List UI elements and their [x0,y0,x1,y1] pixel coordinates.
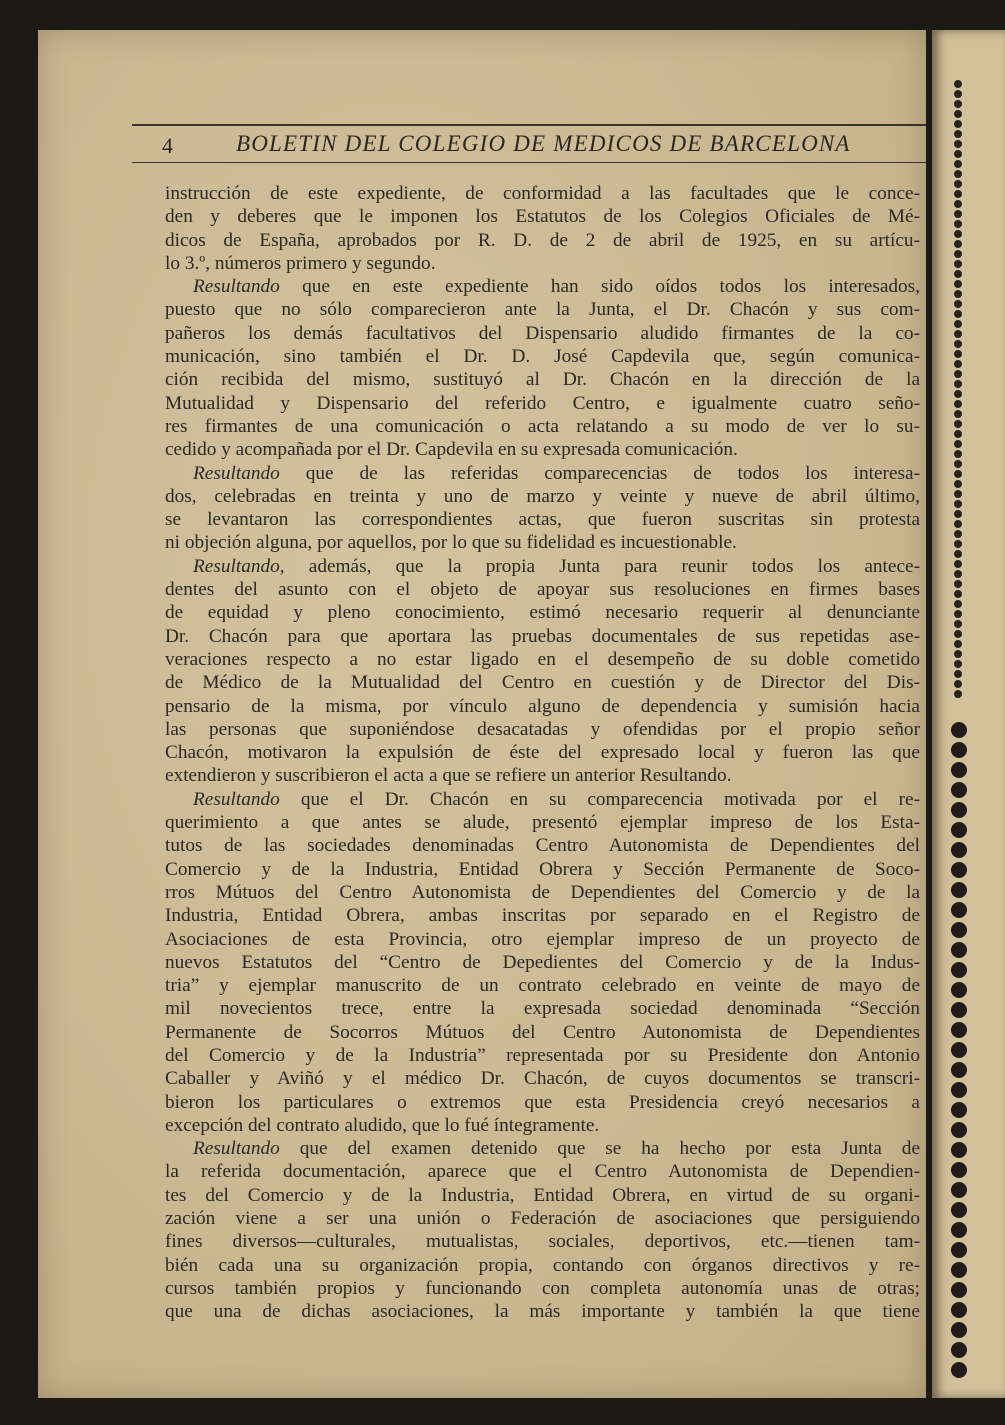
ornament-dot [954,390,962,398]
ornament-dot [954,340,962,348]
line-text: Permanente de Socorros Mútuos del Centro Autonomista de Dependientes [165,1021,920,1043]
line-text: tutos de las sociedades denominadas Centro Autonomista de Dependientes del [165,835,920,857]
text-line [165,368,920,391]
text-line [165,881,920,904]
adjacent-page-edge [932,30,1005,1398]
text-line [165,508,920,531]
ornament-dot [954,480,962,488]
text-line [165,951,920,974]
text-line [165,555,920,578]
ornament-dot [954,640,962,648]
line-text: la referida documentación, aparece que el Centro Autonomista de Dependien- [165,1161,920,1183]
ornament-dot [951,822,967,838]
text-line [165,298,920,321]
text-line [165,1230,920,1253]
ornament-dot [954,540,962,548]
text-line [165,858,920,881]
ornament-dot [954,350,962,358]
ornament-dot [951,882,967,898]
ornament-dot [951,922,967,938]
resultando-keyword: Resultando [193,462,280,484]
ornament-dots-large [951,722,967,1378]
ornament-dots-small [954,80,962,698]
line-text: ni objeción alguna, por aquellos, por lo que su fidelidad es incuestionable. [165,532,737,554]
ornament-dot [954,330,962,338]
ornament-dot [951,1202,967,1218]
ornament-dot [951,1102,967,1118]
text-line [165,1160,920,1183]
line-text: dos, celebradas en treinta y uno de marzo y veinte y nueve de abril último, [165,485,920,507]
ornament-dot [954,520,962,528]
ornament-dot [954,200,962,208]
ornament-dot [951,942,967,958]
line-text: , además, que la propia Junta para reunir todos los antece- [279,555,920,577]
ornament-dot [951,1362,967,1378]
line-text: municación, sino también el Dr. D. José Capdevila que, según comunica- [165,346,920,368]
text-line [165,741,920,764]
text-line [165,275,920,298]
ornament-dot [954,500,962,508]
ornament-dot [954,270,962,278]
line-text: res firmantes de una comunicación o acta relatando a su modo de ver lo su- [165,415,920,437]
text-line [165,764,920,787]
text-line [165,1277,920,1300]
ornament-dot [954,440,962,448]
ornament-dot [954,670,962,678]
ornament-dot [954,320,962,328]
ornament-dot [951,1342,967,1358]
ornament-dot [951,762,967,778]
ornament-dot [954,140,962,148]
ornament-dot [954,490,962,498]
ornament-dot [954,80,962,88]
resultando-keyword: Resultando [193,1138,280,1160]
line-text: fines diversos—culturales, mutualistas, sociales, deportivos, etc.—tienen tam- [165,1231,920,1253]
line-text: tria” y ejemplar manuscrito de un contrato celebrado en veinte de mayo de [165,975,920,997]
line-text: de Médico de la Mutualidad del Centro en cuestión y de Director del Dis- [165,672,920,694]
text-line [165,345,920,368]
ornament-dot [954,90,962,98]
line-text: lo 3.º, números primero y segundo. [165,252,436,274]
ornament-dot [954,310,962,318]
ornament-dot [954,150,962,158]
line-text: Mutualidad y Dispensario del referido Centro, e igualmente cuatro seño- [165,392,920,414]
page-sheet [38,30,926,1398]
ornament-dot [951,902,967,918]
ornament-dot [951,1282,967,1298]
line-text: pañeros los demás facultativos del Dispensario aludido firmantes de la co- [165,322,920,344]
text-line [165,252,920,275]
page-number: 4 [162,133,173,158]
text-line [165,834,920,857]
ornament-dot [954,650,962,658]
text-line [165,578,920,601]
text-line [165,438,920,461]
ornament-dot [954,590,962,598]
ornament-dot [951,1062,967,1078]
line-text: Industria, Entidad Obrera, ambas inscritas por separado en el Registro de [165,905,920,927]
ornament-dot [954,580,962,588]
ornament-dot [954,360,962,368]
line-text: que el Dr. Chacón en su comparecencia motivada por el re- [279,788,920,810]
ornament-dot [951,1142,967,1158]
ornament-dot [954,190,962,198]
ornament-dot [954,240,962,248]
ornament-dot [954,130,962,138]
text-line [165,1300,920,1323]
line-text: se levantaron las correspondientes actas, que fueron suscritas sin protesta [165,509,920,531]
line-text: tes del Comercio y de la Industria, Entidad Obrera, en virtud de su organi- [165,1184,920,1206]
ornament-dot [951,842,967,858]
line-text: Asociaciones de esta Provincia, otro ejemplar impreso de un proyecto de [165,928,920,950]
ornament-dot [954,530,962,538]
line-text: dentes del asunto con el objeto de apoyar sus resoluciones en firmes bases [165,579,920,601]
line-text: mil novecientos trece, entre la expresada sociedad denominada “Sección [165,998,920,1020]
text-line [165,322,920,345]
ornament-dot [954,620,962,628]
text-line [165,997,920,1020]
ornament-dot [954,470,962,478]
text-line [165,415,920,438]
line-text: de equidad y pleno conocimiento, estimó necesario requerir al denunciante [165,602,920,624]
ornament-dot [951,1262,967,1278]
ornament-dot [951,782,967,798]
line-text: cursos también propios y funcionando con completa autonomía unas de otras; [165,1277,920,1299]
text-line [165,229,920,252]
ornament-dot [954,100,962,108]
text-line [165,1207,920,1230]
line-text: cedido y acompañada por el Dr. Capdevila en su expresada comunicación. [165,439,738,461]
ornament-dot [954,260,962,268]
ornament-dot [954,450,962,458]
line-text: que en este expediente han sido oídos todos los interesados, [279,276,920,298]
ornament-dot [954,550,962,558]
line-text: den y deberes que le imponen los Estatutos de los Colegios Oficiales de Mé- [165,206,920,228]
ornament-dot [954,230,962,238]
text-line [165,1184,920,1207]
text-line [165,1114,920,1137]
line-text: Caballer y Aviñó y el médico Dr. Chacón, de cuyos documentos se transcri- [165,1068,920,1090]
text-line [165,1254,920,1277]
resultando-keyword: Resultando [193,788,280,810]
ornament-dot [954,220,962,228]
ornament-dot [954,170,962,178]
line-text: veraciones respecto a no estar ligado en el desempeño de su doble cometido [165,648,920,670]
running-header [132,124,926,163]
line-text: ción recibida del mismo, sustituyó al Dr. Chacón en la dirección de la [165,369,920,391]
line-text: que del examen detenido que se ha hecho por esta Junta de [279,1138,920,1160]
resultando-keyword: Resultando [193,276,280,298]
line-text: excepción del contrato aludido, que lo fué íntegramente. [165,1114,600,1136]
text-line [165,205,920,228]
ornament-dot [954,370,962,378]
ornament-dot [951,1162,967,1178]
text-line [165,695,920,718]
text-line [165,1067,920,1090]
ornament-dot [954,290,962,298]
ornament-dot [954,110,962,118]
ornament-dot [951,1082,967,1098]
ornament-dot [954,660,962,668]
ornament-dot [954,160,962,168]
ornament-dot [951,1002,967,1018]
ornament-dot [954,400,962,408]
text-line [165,1021,920,1044]
line-text: nuevos Estatutos del “Centro de Depedientes del Comercio y de la Indus- [165,951,920,973]
line-text: bién cada una su organización propia, contando con órganos directivos y re- [165,1254,920,1276]
ornament-dot [954,560,962,568]
ornament-dot [951,1182,967,1198]
text-line [165,531,920,554]
running-title: BOLETIN DEL COLEGIO DE MEDICOS DE BARCELONA [236,131,851,156]
ornament-dot [954,680,962,688]
line-text: bieron los particulares o extremos que esta Presidencia creyó necesarios a [165,1091,920,1113]
line-text: instrucción de este expediente, de conformidad a las facultades que le conce- [165,183,920,204]
ornament-dot [954,180,962,188]
ornament-dot [954,420,962,428]
ornament-dot [951,1302,967,1318]
ornament-dot [951,722,967,738]
ornament-dot [951,1022,967,1038]
text-line [165,928,920,951]
text-line [165,788,920,811]
ornament-dot [951,1322,967,1338]
text-line [165,625,920,648]
ornament-dot [954,570,962,578]
ornament-dot [954,120,962,128]
line-text: rros Mútuos del Centro Autonomista de Dependientes del Comercio y de la [165,881,920,903]
ornament-dot [951,862,967,878]
line-text: extendieron y suscribieron el acta a que se refiere un anterior Resultando. [165,765,732,787]
ornament-dot [954,300,962,308]
line-text: Comercio y de la Industria, Entidad Obrera y Sección Permanente de Soco- [165,858,920,880]
line-text: zación viene a ser una unión o Federación de asociaciones que persiguiendo [165,1208,920,1230]
text-line [165,811,920,834]
line-text: puesto que no sólo comparecieron ante la Junta, el Dr. Chacón y sus com- [165,299,920,321]
ornament-dot [951,1122,967,1138]
text-line [165,1091,920,1114]
line-text: que de las referidas comparecencias de todos los interesa- [279,462,920,484]
line-text: dicos de España, aprobados por R. D. de 2 de abril de 1925, en su artícu- [165,229,920,251]
text-line [165,485,920,508]
ornament-dot [951,1242,967,1258]
ornament-dot [954,280,962,288]
text-line [165,974,920,997]
line-text: querimiento a que antes se alude, presentó ejemplar impreso de los Esta- [165,812,920,834]
line-text: que una de dichas asociaciones, la más importante y también la que tiene [165,1301,920,1323]
ornament-dot [951,1222,967,1238]
text-line [165,904,920,927]
ornament-dot [954,210,962,218]
text-line [165,1044,920,1067]
ornament-dot [954,510,962,518]
ornament-dot [954,460,962,468]
ornament-dot [954,380,962,388]
ornament-dot [951,982,967,998]
text-line [165,718,920,741]
text-line [165,462,920,485]
resultando-keyword: Resultando [193,555,280,577]
ornament-dot [954,630,962,638]
line-text: las personas que suponiéndose desacatadas y ofendidas por el propio señor [165,718,920,740]
ornament-dot [954,610,962,618]
text-line [165,601,920,624]
ornament-dot [951,742,967,758]
line-text: Dr. Chacón para que aportara las pruebas documentales de sus repetidas ase- [165,625,920,647]
line-text: pensario de la misma, por vínculo alguno de dependencia y sumisión hacia [165,695,920,717]
text-line [165,671,920,694]
ornament-dot [951,802,967,818]
text-line [165,648,920,671]
text-line [165,182,920,205]
ornament-dot [954,690,962,698]
text-line [165,392,920,415]
text-line [165,1137,920,1160]
ornament-dot [954,600,962,608]
ornament-dot [951,1042,967,1058]
ornament-dot [951,962,967,978]
line-text: Chacón, motivaron la expulsión de éste del expresado local y fueron las que [165,742,920,764]
ornament-dot [954,430,962,438]
body-text [165,182,920,1324]
ornament-dot [954,250,962,258]
line-text: del Comercio y de la Industria” representada por su Presidente don Antonio [165,1044,920,1066]
ornament-dot [954,410,962,418]
